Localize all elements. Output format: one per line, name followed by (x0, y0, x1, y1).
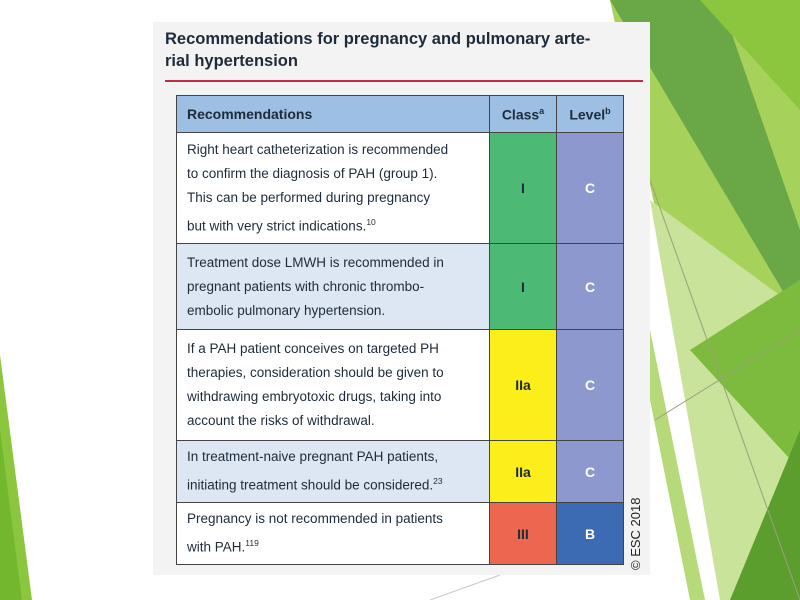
header-class: Class$^a$ (490, 96, 557, 133)
recommendation-text: Pregnancy is not recommended in patients with PAH.$^{119}$ (177, 503, 490, 565)
table-title (165, 28, 643, 72)
level-cell: C (557, 330, 624, 441)
recommendation-text: Treatment dose LMWH is recommended in pregnant patients with chronic thrombo- embolic pulmonary hypertension. (177, 244, 490, 330)
level-cell: C (557, 441, 624, 503)
reference-number: 10 (366, 216, 376, 227)
recommendation-text: In treatment-naive pregnant PAH patients, initiating treatment should be considered.$^{23}$ (177, 441, 490, 503)
table-row (177, 503, 624, 565)
recommendations-table (176, 95, 624, 565)
recommendations-card (153, 22, 650, 575)
title-line-2: rial hypertension (165, 52, 298, 70)
table-row (177, 244, 624, 330)
header-level: Level$^b$ (557, 96, 624, 133)
header-recommendations: Recommendations (177, 96, 490, 133)
class-cell: III (490, 503, 557, 565)
table-row (177, 441, 624, 503)
table-header-row (177, 96, 624, 133)
level-cell: C (557, 133, 624, 244)
title-line-1: Recommendations for pregnancy and pulmonary arte- (165, 30, 591, 48)
level-cell: C (557, 244, 624, 330)
class-cell: I (490, 133, 557, 244)
reference-number: 119 (245, 538, 259, 549)
recommendation-text: Right heart catheterization is recommended to confirm the diagnosis of PAH (group 1). This can be performed during pregnancy but with very strict indications.$^{10}$ (177, 133, 490, 244)
table-row (177, 330, 624, 441)
title-rule (165, 80, 643, 82)
class-cell: I (490, 244, 557, 330)
recommendation-text: If a PAH patient conceives on targeted PH therapies, consideration should be given to withdrawing embryotoxic drugs, taking into account the risks of withdrawal. (177, 330, 490, 441)
class-cell: IIa (490, 330, 557, 441)
class-cell: IIa (490, 441, 557, 503)
table-row (177, 133, 624, 244)
reference-number: 23 (433, 476, 443, 487)
level-cell: B (557, 503, 624, 565)
copyright-label: © ESC 2018 (628, 497, 643, 570)
